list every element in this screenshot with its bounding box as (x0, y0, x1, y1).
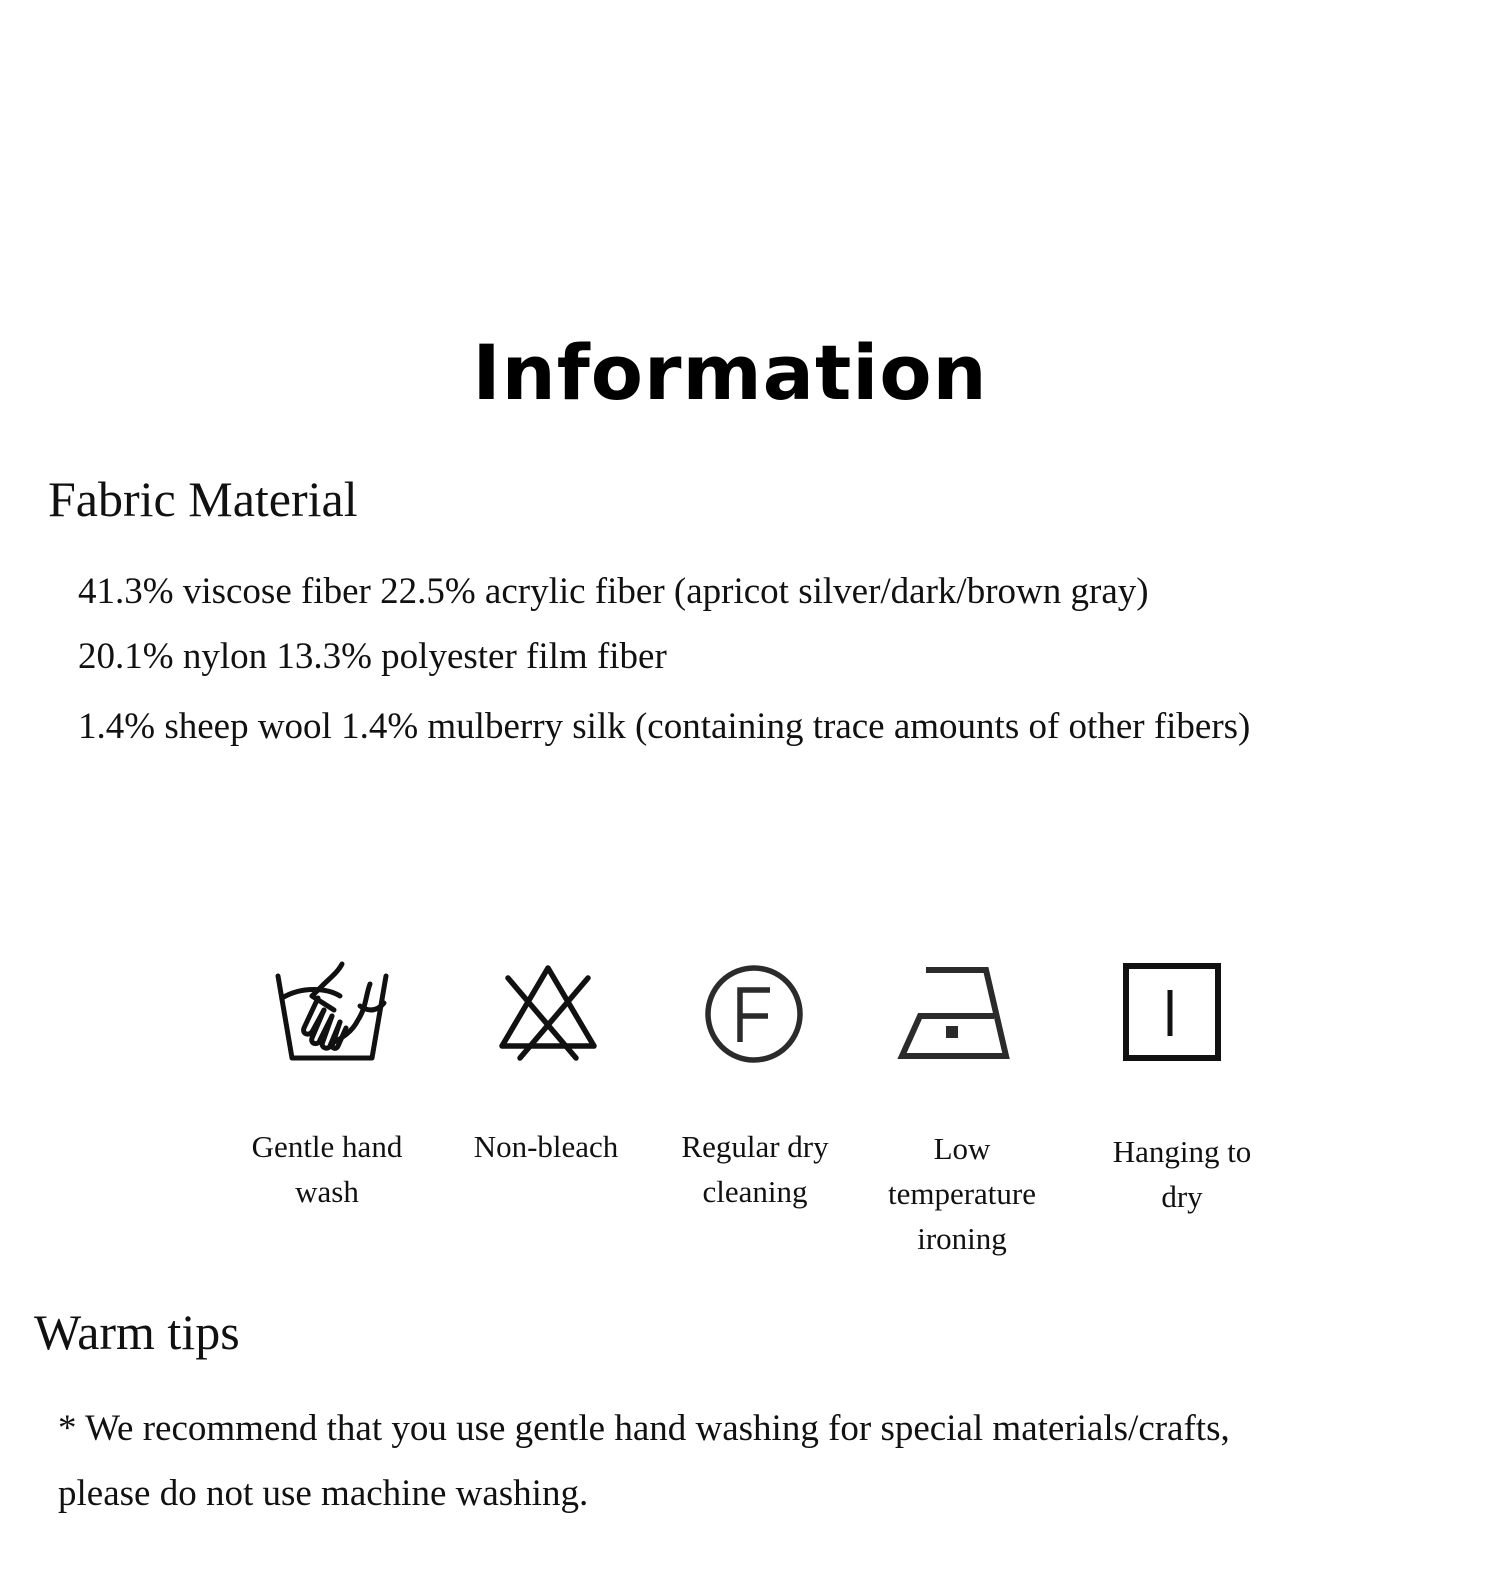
tip-line: * We recommend that you use gentle hand washing for special materials/crafts, (58, 1408, 1230, 1449)
hand-wash-icon (272, 958, 392, 1068)
fabric-line: 20.1% nylon 13.3% polyester film fiber (78, 636, 667, 677)
label-line: Gentle hand (251, 1129, 403, 1164)
iron-low-temp-icon (894, 958, 1014, 1068)
dry-clean-f-icon (694, 958, 814, 1068)
warm-tips-heading: Warm tips (34, 1304, 240, 1360)
label-line: ironing (917, 1221, 1007, 1256)
fabric-line: 1.4% sheep wool 1.4% mulberry silk (containing trace amounts of other fibers) (78, 706, 1251, 747)
page-title: Information (472, 328, 988, 417)
line-dry-icon (1112, 958, 1232, 1068)
no-bleach-icon (488, 958, 608, 1068)
label-line: Hanging to (1112, 1134, 1252, 1169)
label-line: Low (933, 1131, 991, 1166)
label-line: cleaning (702, 1174, 808, 1209)
label-line: wash (295, 1174, 359, 1209)
care-label-hand-wash (222, 1124, 432, 1214)
care-label-iron (856, 1126, 1068, 1261)
label-line: Non-bleach (473, 1129, 619, 1164)
care-label-dry-clean (650, 1124, 860, 1214)
label-line: temperature (887, 1176, 1037, 1211)
label-line: Regular dry (681, 1129, 829, 1164)
care-label-line-dry (1082, 1129, 1282, 1219)
fabric-line: 41.3% viscose fiber 22.5% acrylic fiber (apricot silver/dark/brown gray) (78, 571, 1149, 612)
care-label-no-bleach (446, 1124, 646, 1169)
label-line: dry (1161, 1179, 1203, 1214)
warm-tip-text (58, 1396, 1478, 1526)
tip-line: please do not use machine washing. (58, 1473, 589, 1514)
fabric-material-heading: Fabric Material (48, 471, 358, 527)
